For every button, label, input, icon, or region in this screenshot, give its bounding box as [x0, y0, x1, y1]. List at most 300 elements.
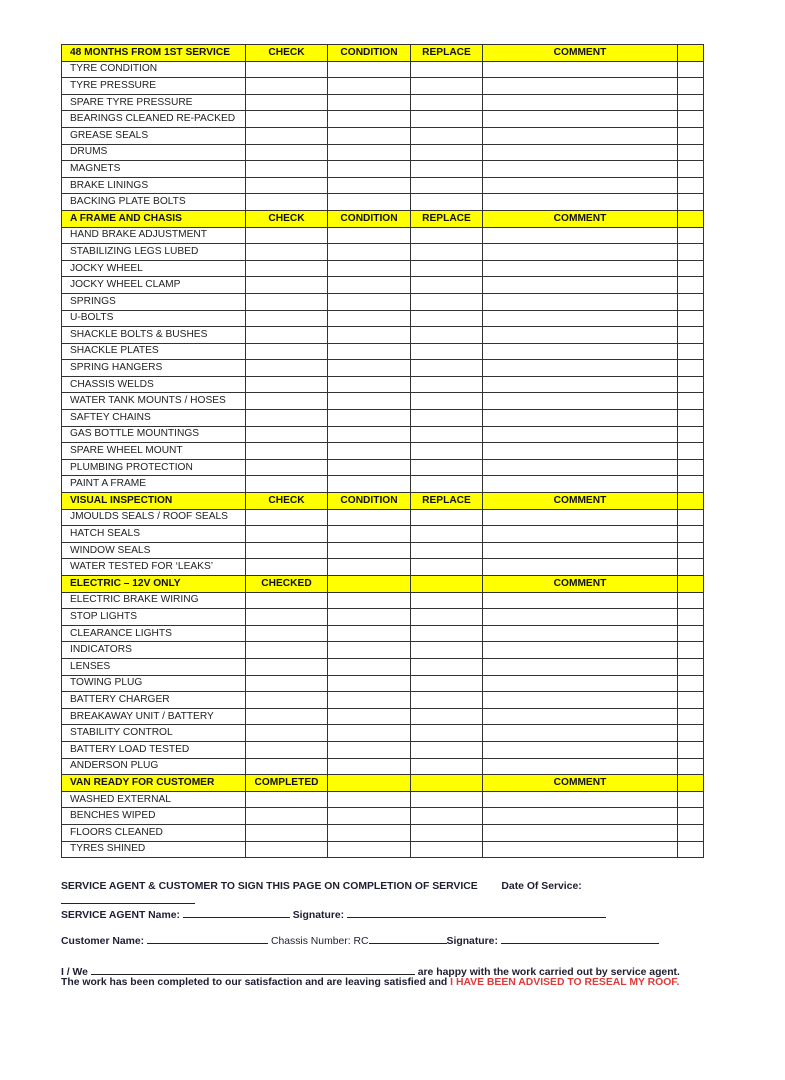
- checklist-row: [62, 293, 704, 310]
- date-of-service-label: Date Of Service:: [501, 881, 582, 892]
- checklist-entry-cell[interactable]: [411, 61, 483, 78]
- checklist-entry-cell[interactable]: [328, 708, 411, 725]
- checklist-entry-cell[interactable]: [483, 78, 678, 95]
- checklist-entry-cell[interactable]: [678, 393, 704, 410]
- checklist-entry-cell[interactable]: [678, 758, 704, 775]
- agent-line: [61, 906, 711, 921]
- checklist-entry-cell[interactable]: [246, 642, 328, 659]
- checklist-entry-cell[interactable]: [411, 177, 483, 194]
- column-header: COMMENT: [483, 493, 678, 510]
- checklist-entry-cell[interactable]: [678, 161, 704, 178]
- checklist-entry-cell[interactable]: [328, 559, 411, 576]
- checklist-entry-cell[interactable]: [328, 509, 411, 526]
- checklist-entry-cell[interactable]: [678, 410, 704, 427]
- checklist-entry-cell[interactable]: [678, 94, 704, 111]
- checklist-entry-cell[interactable]: [483, 310, 678, 327]
- checklist-entry-cell[interactable]: [483, 741, 678, 758]
- checklist-entry-cell[interactable]: [483, 244, 678, 261]
- checklist-item-label: FLOORS CLEANED: [62, 824, 246, 841]
- checklist-entry-cell[interactable]: [483, 343, 678, 360]
- checklist-entry-cell[interactable]: [483, 144, 678, 161]
- checklist-entry-cell[interactable]: [411, 609, 483, 626]
- checklist-entry-cell[interactable]: [678, 526, 704, 543]
- checklist-entry-cell[interactable]: [328, 111, 411, 128]
- checklist-entry-cell[interactable]: [328, 277, 411, 294]
- agent-name-field[interactable]: [183, 906, 290, 918]
- checklist-entry-cell[interactable]: [411, 592, 483, 609]
- checklist-entry-cell[interactable]: [328, 675, 411, 692]
- checklist-entry-cell[interactable]: [678, 111, 704, 128]
- checklist-entry-cell[interactable]: [678, 692, 704, 709]
- checklist-entry-cell[interactable]: [483, 277, 678, 294]
- checklist-entry-cell[interactable]: [483, 260, 678, 277]
- checklist-entry-cell[interactable]: [678, 542, 704, 559]
- checklist-entry-cell[interactable]: [483, 791, 678, 808]
- checklist-entry-cell[interactable]: [678, 509, 704, 526]
- checklist-entry-cell[interactable]: [328, 841, 411, 858]
- checklist-entry-cell[interactable]: [411, 227, 483, 244]
- checklist-entry-cell[interactable]: [678, 376, 704, 393]
- checklist-entry-cell[interactable]: [678, 841, 704, 858]
- checklist-entry-cell[interactable]: [678, 277, 704, 294]
- checklist-entry-cell[interactable]: [411, 111, 483, 128]
- checklist-item-label: SAFTEY CHAINS: [62, 410, 246, 427]
- checklist-entry-cell[interactable]: [678, 426, 704, 443]
- checklist-entry-cell[interactable]: [483, 808, 678, 825]
- checklist-entry-cell[interactable]: [328, 327, 411, 344]
- checklist-entry-cell[interactable]: [411, 675, 483, 692]
- checklist-entry-cell[interactable]: [246, 708, 328, 725]
- customer-signature-field[interactable]: [501, 932, 659, 944]
- checklist-entry-cell[interactable]: [411, 410, 483, 427]
- checklist-entry-cell[interactable]: [328, 476, 411, 493]
- checklist-item-label: PLUMBING PROTECTION: [62, 459, 246, 476]
- checklist-entry-cell[interactable]: [411, 360, 483, 377]
- checklist-entry-cell[interactable]: [483, 841, 678, 858]
- checklist-entry-cell[interactable]: [483, 526, 678, 543]
- checklist-entry-cell[interactable]: [246, 227, 328, 244]
- checklist-item-label: SHACKLE BOLTS & BUSHES: [62, 327, 246, 344]
- sign-instruction-line: [61, 881, 711, 907]
- checklist-entry-cell[interactable]: [483, 642, 678, 659]
- checklist-entry-cell[interactable]: [246, 625, 328, 642]
- checklist-entry-cell[interactable]: [328, 642, 411, 659]
- checklist-entry-cell[interactable]: [678, 327, 704, 344]
- checklist-entry-cell[interactable]: [483, 376, 678, 393]
- checklist-entry-cell[interactable]: [483, 177, 678, 194]
- checklist-entry-cell[interactable]: [678, 476, 704, 493]
- column-header: CHECKED: [246, 576, 328, 593]
- checklist-entry-cell[interactable]: [411, 725, 483, 742]
- checklist-entry-cell[interactable]: [328, 526, 411, 543]
- checklist-item-label: SPARE TYRE PRESSURE: [62, 94, 246, 111]
- column-header: [328, 775, 411, 792]
- checklist-entry-cell[interactable]: [483, 127, 678, 144]
- checklist-entry-cell[interactable]: [483, 476, 678, 493]
- checklist-entry-cell[interactable]: [678, 824, 704, 841]
- checklist-entry-cell[interactable]: [246, 725, 328, 742]
- checklist-entry-cell[interactable]: [411, 443, 483, 460]
- checklist-entry-cell[interactable]: [483, 559, 678, 576]
- checklist-entry-cell[interactable]: [328, 293, 411, 310]
- checklist-entry-cell[interactable]: [328, 376, 411, 393]
- checklist-entry-cell[interactable]: [483, 111, 678, 128]
- checklist-entry-cell[interactable]: [328, 310, 411, 327]
- checklist-item-label: BREAKAWAY UNIT / BATTERY: [62, 708, 246, 725]
- checklist-item-label: BATTERY CHARGER: [62, 692, 246, 709]
- checklist-entry-cell[interactable]: [411, 692, 483, 709]
- checklist-row: [62, 791, 704, 808]
- column-header: [678, 45, 704, 62]
- checklist-entry-cell[interactable]: [246, 741, 328, 758]
- checklist-entry-cell[interactable]: [483, 327, 678, 344]
- checklist-entry-cell[interactable]: [328, 741, 411, 758]
- checklist-entry-cell[interactable]: [678, 725, 704, 742]
- checklist-entry-cell[interactable]: [246, 808, 328, 825]
- checklist-entry-cell[interactable]: [411, 708, 483, 725]
- checklist-entry-cell[interactable]: [483, 293, 678, 310]
- checklist-entry-cell[interactable]: [246, 360, 328, 377]
- checklist-entry-cell[interactable]: [411, 642, 483, 659]
- checklist-entry-cell[interactable]: [411, 658, 483, 675]
- checklist-entry-cell[interactable]: [328, 725, 411, 742]
- checklist-entry-cell[interactable]: [483, 194, 678, 211]
- checklist-entry-cell[interactable]: [678, 144, 704, 161]
- checklist-entry-cell[interactable]: [328, 127, 411, 144]
- checklist-entry-cell[interactable]: [328, 542, 411, 559]
- checklist-item-label: SPRING HANGERS: [62, 360, 246, 377]
- checklist-entry-cell[interactable]: [678, 61, 704, 78]
- checklist-entry-cell[interactable]: [328, 144, 411, 161]
- checklist-row: [62, 443, 704, 460]
- checklist-entry-cell[interactable]: [411, 426, 483, 443]
- checklist-entry-cell[interactable]: [328, 791, 411, 808]
- checklist-entry-cell[interactable]: [328, 343, 411, 360]
- column-header: CHECK: [246, 45, 328, 62]
- checklist-entry-cell[interactable]: [246, 343, 328, 360]
- section-header-row: [62, 775, 704, 792]
- checklist-entry-cell[interactable]: [678, 808, 704, 825]
- checklist-entry-cell[interactable]: [411, 393, 483, 410]
- column-header: [678, 576, 704, 593]
- checklist-row: [62, 194, 704, 211]
- column-header: CONDITION: [328, 45, 411, 62]
- checklist-entry-cell[interactable]: [678, 360, 704, 377]
- checklist-item-label: SPRINGS: [62, 293, 246, 310]
- checklist-item-label: TYRE CONDITION: [62, 61, 246, 78]
- checklist-entry-cell[interactable]: [483, 459, 678, 476]
- checklist-entry-cell[interactable]: [678, 127, 704, 144]
- customer-line: [61, 932, 711, 947]
- section-title: VISUAL INSPECTION: [62, 493, 246, 510]
- checklist-entry-cell[interactable]: [483, 592, 678, 609]
- checklist-entry-cell[interactable]: [328, 78, 411, 95]
- checklist-entry-cell[interactable]: [411, 476, 483, 493]
- checklist-row: [62, 708, 704, 725]
- checklist-entry-cell[interactable]: [411, 741, 483, 758]
- checklist-entry-cell[interactable]: [328, 758, 411, 775]
- checklist-entry-cell[interactable]: [246, 293, 328, 310]
- checklist-entry-cell[interactable]: [328, 260, 411, 277]
- checklist-entry-cell[interactable]: [246, 592, 328, 609]
- checklist-entry-cell[interactable]: [246, 692, 328, 709]
- checklist-item-label: WASHED EXTERNAL: [62, 791, 246, 808]
- checklist-entry-cell[interactable]: [678, 708, 704, 725]
- checklist-entry-cell[interactable]: [678, 741, 704, 758]
- checklist-entry-cell[interactable]: [483, 542, 678, 559]
- checklist-item-label: HATCH SEALS: [62, 526, 246, 543]
- checklist-entry-cell[interactable]: [246, 376, 328, 393]
- checklist-entry-cell[interactable]: [483, 393, 678, 410]
- checklist-item-label: HAND BRAKE ADJUSTMENT: [62, 227, 246, 244]
- checklist-entry-cell[interactable]: [246, 824, 328, 841]
- agent-signature-field[interactable]: [347, 906, 606, 918]
- checklist-entry-cell[interactable]: [246, 194, 328, 211]
- checklist-row: [62, 393, 704, 410]
- checklist-entry-cell[interactable]: [328, 410, 411, 427]
- column-header: [411, 576, 483, 593]
- chassis-number-field[interactable]: [369, 932, 447, 944]
- checklist-entry-cell[interactable]: [328, 808, 411, 825]
- checklist-entry-cell[interactable]: [246, 111, 328, 128]
- checklist-entry-cell[interactable]: [678, 260, 704, 277]
- checklist-entry-cell[interactable]: [246, 410, 328, 427]
- checklist-entry-cell[interactable]: [328, 426, 411, 443]
- checklist-entry-cell[interactable]: [328, 227, 411, 244]
- customer-name-field[interactable]: [147, 932, 268, 944]
- checklist-entry-cell[interactable]: [411, 94, 483, 111]
- column-header: REPLACE: [411, 210, 483, 227]
- checklist-entry-cell[interactable]: [328, 61, 411, 78]
- we-label: I / We: [61, 967, 88, 978]
- checklist-entry-cell[interactable]: [678, 310, 704, 327]
- section-title: VAN READY FOR CUSTOMER: [62, 775, 246, 792]
- checklist-entry-cell[interactable]: [328, 658, 411, 675]
- checklist-entry-cell[interactable]: [411, 144, 483, 161]
- checklist-entry-cell[interactable]: [678, 559, 704, 576]
- checklist-entry-cell[interactable]: [678, 177, 704, 194]
- checklist-row: [62, 61, 704, 78]
- checklist-entry-cell[interactable]: [246, 426, 328, 443]
- checklist-row: [62, 327, 704, 344]
- checklist-entry-cell[interactable]: [328, 443, 411, 460]
- checklist-item-label: WINDOW SEALS: [62, 542, 246, 559]
- checklist-entry-cell[interactable]: [411, 343, 483, 360]
- checklist-row: [62, 260, 704, 277]
- checklist-item-label: CHASSIS WELDS: [62, 376, 246, 393]
- checklist-entry-cell[interactable]: [246, 260, 328, 277]
- we-name-field[interactable]: [91, 963, 415, 975]
- checklist-entry-cell[interactable]: [678, 642, 704, 659]
- checklist-entry-cell[interactable]: [328, 244, 411, 261]
- agent-signature-label: Signature:: [292, 910, 345, 921]
- checklist-entry-cell[interactable]: [246, 675, 328, 692]
- checklist-item-label: PAINT A FRAME: [62, 476, 246, 493]
- checklist-entry-cell[interactable]: [483, 443, 678, 460]
- checklist-entry-cell[interactable]: [246, 559, 328, 576]
- checklist-entry-cell[interactable]: [411, 542, 483, 559]
- checklist-row: [62, 642, 704, 659]
- checklist-entry-cell[interactable]: [328, 692, 411, 709]
- checklist-entry-cell[interactable]: [246, 443, 328, 460]
- checklist-entry-cell[interactable]: [411, 526, 483, 543]
- checklist-entry-cell[interactable]: [246, 327, 328, 344]
- checklist-entry-cell[interactable]: [411, 78, 483, 95]
- checklist-entry-cell[interactable]: [411, 791, 483, 808]
- checklist-entry-cell[interactable]: [328, 609, 411, 626]
- checklist-entry-cell[interactable]: [678, 609, 704, 626]
- checklist-entry-cell[interactable]: [246, 244, 328, 261]
- checklist-entry-cell[interactable]: [246, 459, 328, 476]
- checklist-entry-cell[interactable]: [483, 360, 678, 377]
- checklist-item-label: DRUMS: [62, 144, 246, 161]
- chassis-number-label: Chassis Number: RC: [270, 936, 369, 947]
- checklist-entry-cell[interactable]: [328, 360, 411, 377]
- checklist-entry-cell[interactable]: [411, 559, 483, 576]
- checklist-row: [62, 526, 704, 543]
- checklist-item-label: U-BOLTS: [62, 310, 246, 327]
- checklist-entry-cell[interactable]: [411, 194, 483, 211]
- checklist-entry-cell[interactable]: [411, 841, 483, 858]
- checklist-entry-cell[interactable]: [246, 841, 328, 858]
- checklist-entry-cell[interactable]: [328, 94, 411, 111]
- checklist-entry-cell[interactable]: [411, 376, 483, 393]
- checklist-entry-cell[interactable]: [483, 61, 678, 78]
- checklist-entry-cell[interactable]: [678, 194, 704, 211]
- checklist-entry-cell[interactable]: [678, 343, 704, 360]
- checklist-entry-cell[interactable]: [246, 542, 328, 559]
- column-header: [328, 576, 411, 593]
- checklist-item-label: STABILIZING LEGS LUBED: [62, 244, 246, 261]
- checklist-entry-cell[interactable]: [678, 625, 704, 642]
- checklist-entry-cell[interactable]: [483, 426, 678, 443]
- checklist-entry-cell[interactable]: [678, 293, 704, 310]
- column-header: CHECK: [246, 210, 328, 227]
- checklist-entry-cell[interactable]: [483, 692, 678, 709]
- checklist-entry-cell[interactable]: [678, 658, 704, 675]
- checklist-entry-cell[interactable]: [678, 791, 704, 808]
- checklist-entry-cell[interactable]: [246, 277, 328, 294]
- checklist-entry-cell[interactable]: [483, 609, 678, 626]
- checklist-entry-cell[interactable]: [246, 393, 328, 410]
- checklist-entry-cell[interactable]: [328, 194, 411, 211]
- checklist-item-label: LENSES: [62, 658, 246, 675]
- checklist-entry-cell[interactable]: [678, 592, 704, 609]
- checklist-entry-cell[interactable]: [411, 758, 483, 775]
- checklist-entry-cell[interactable]: [678, 78, 704, 95]
- checklist-entry-cell[interactable]: [483, 625, 678, 642]
- checklist-entry-cell[interactable]: [411, 310, 483, 327]
- checklist-entry-cell[interactable]: [246, 161, 328, 178]
- checklist-entry-cell[interactable]: [328, 177, 411, 194]
- checklist-item-label: GREASE SEALS: [62, 127, 246, 144]
- column-header: COMMENT: [483, 775, 678, 792]
- checklist-entry-cell[interactable]: [411, 824, 483, 841]
- checklist-entry-cell[interactable]: [246, 609, 328, 626]
- checklist-entry-cell[interactable]: [411, 808, 483, 825]
- checklist-entry-cell[interactable]: [411, 260, 483, 277]
- checklist-entry-cell[interactable]: [246, 144, 328, 161]
- checklist-entry-cell[interactable]: [483, 227, 678, 244]
- column-header: CONDITION: [328, 493, 411, 510]
- checklist-entry-cell[interactable]: [678, 443, 704, 460]
- checklist-entry-cell[interactable]: [328, 824, 411, 841]
- checklist-entry-cell[interactable]: [328, 393, 411, 410]
- checklist-item-label: ELECTRIC BRAKE WIRING: [62, 592, 246, 609]
- checklist-entry-cell[interactable]: [483, 94, 678, 111]
- checklist-item-label: MAGNETS: [62, 161, 246, 178]
- checklist-entry-cell[interactable]: [246, 94, 328, 111]
- checklist-entry-cell[interactable]: [411, 244, 483, 261]
- checklist-entry-cell[interactable]: [246, 758, 328, 775]
- date-of-service-field[interactable]: [61, 892, 195, 904]
- checklist-item-label: GAS BOTTLE MOUNTINGS: [62, 426, 246, 443]
- column-header: REPLACE: [411, 493, 483, 510]
- checklist-entry-cell[interactable]: [483, 758, 678, 775]
- checklist-entry-cell[interactable]: [411, 161, 483, 178]
- checklist-entry-cell[interactable]: [246, 127, 328, 144]
- satisfaction-text: The work has been completed to our satisfaction and are leaving satisfied and: [61, 977, 448, 988]
- checklist-entry-cell[interactable]: [483, 658, 678, 675]
- checklist-entry-cell[interactable]: [678, 244, 704, 261]
- checklist-entry-cell[interactable]: [483, 161, 678, 178]
- checklist-entry-cell[interactable]: [483, 410, 678, 427]
- checklist-entry-cell[interactable]: [411, 459, 483, 476]
- checklist-entry-cell[interactable]: [411, 509, 483, 526]
- checklist-item-label: BEARINGS CLEANED RE-PACKED: [62, 111, 246, 128]
- checklist-row: [62, 658, 704, 675]
- checklist-row: [62, 127, 704, 144]
- column-header: [411, 775, 483, 792]
- checklist-entry-cell[interactable]: [246, 658, 328, 675]
- checklist-entry-cell[interactable]: [246, 78, 328, 95]
- section-header-row: [62, 493, 704, 510]
- checklist-entry-cell[interactable]: [678, 459, 704, 476]
- checklist-entry-cell[interactable]: [246, 791, 328, 808]
- checklist-item-label: BRAKE LININGS: [62, 177, 246, 194]
- checklist-entry-cell[interactable]: [246, 476, 328, 493]
- checklist-entry-cell[interactable]: [328, 459, 411, 476]
- column-header: REPLACE: [411, 45, 483, 62]
- happy-text: are happy with the work carried out by service agent.: [417, 967, 680, 978]
- checklist-item-label: TOWING PLUG: [62, 675, 246, 692]
- checklist-entry-cell[interactable]: [328, 625, 411, 642]
- checklist-entry-cell[interactable]: [246, 509, 328, 526]
- checklist-row: [62, 592, 704, 609]
- checklist-entry-cell[interactable]: [411, 625, 483, 642]
- checklist-entry-cell[interactable]: [411, 293, 483, 310]
- checklist-entry-cell[interactable]: [678, 227, 704, 244]
- checklist-entry-cell[interactable]: [328, 592, 411, 609]
- section-title: ELECTRIC – 12V ONLY: [62, 576, 246, 593]
- checklist-entry-cell[interactable]: [483, 509, 678, 526]
- checklist-entry-cell[interactable]: [328, 161, 411, 178]
- checklist-entry-cell[interactable]: [411, 277, 483, 294]
- checklist-entry-cell[interactable]: [246, 61, 328, 78]
- checklist-entry-cell[interactable]: [483, 824, 678, 841]
- checklist-entry-cell[interactable]: [483, 725, 678, 742]
- checklist-entry-cell[interactable]: [483, 708, 678, 725]
- checklist-row: [62, 725, 704, 742]
- checklist-entry-cell[interactable]: [678, 675, 704, 692]
- checklist-entry-cell[interactable]: [246, 526, 328, 543]
- checklist-entry-cell[interactable]: [483, 675, 678, 692]
- checklist-entry-cell[interactable]: [246, 310, 328, 327]
- checklist-entry-cell[interactable]: [246, 177, 328, 194]
- checklist-row: [62, 459, 704, 476]
- checklist-entry-cell[interactable]: [411, 327, 483, 344]
- checklist-entry-cell[interactable]: [411, 127, 483, 144]
